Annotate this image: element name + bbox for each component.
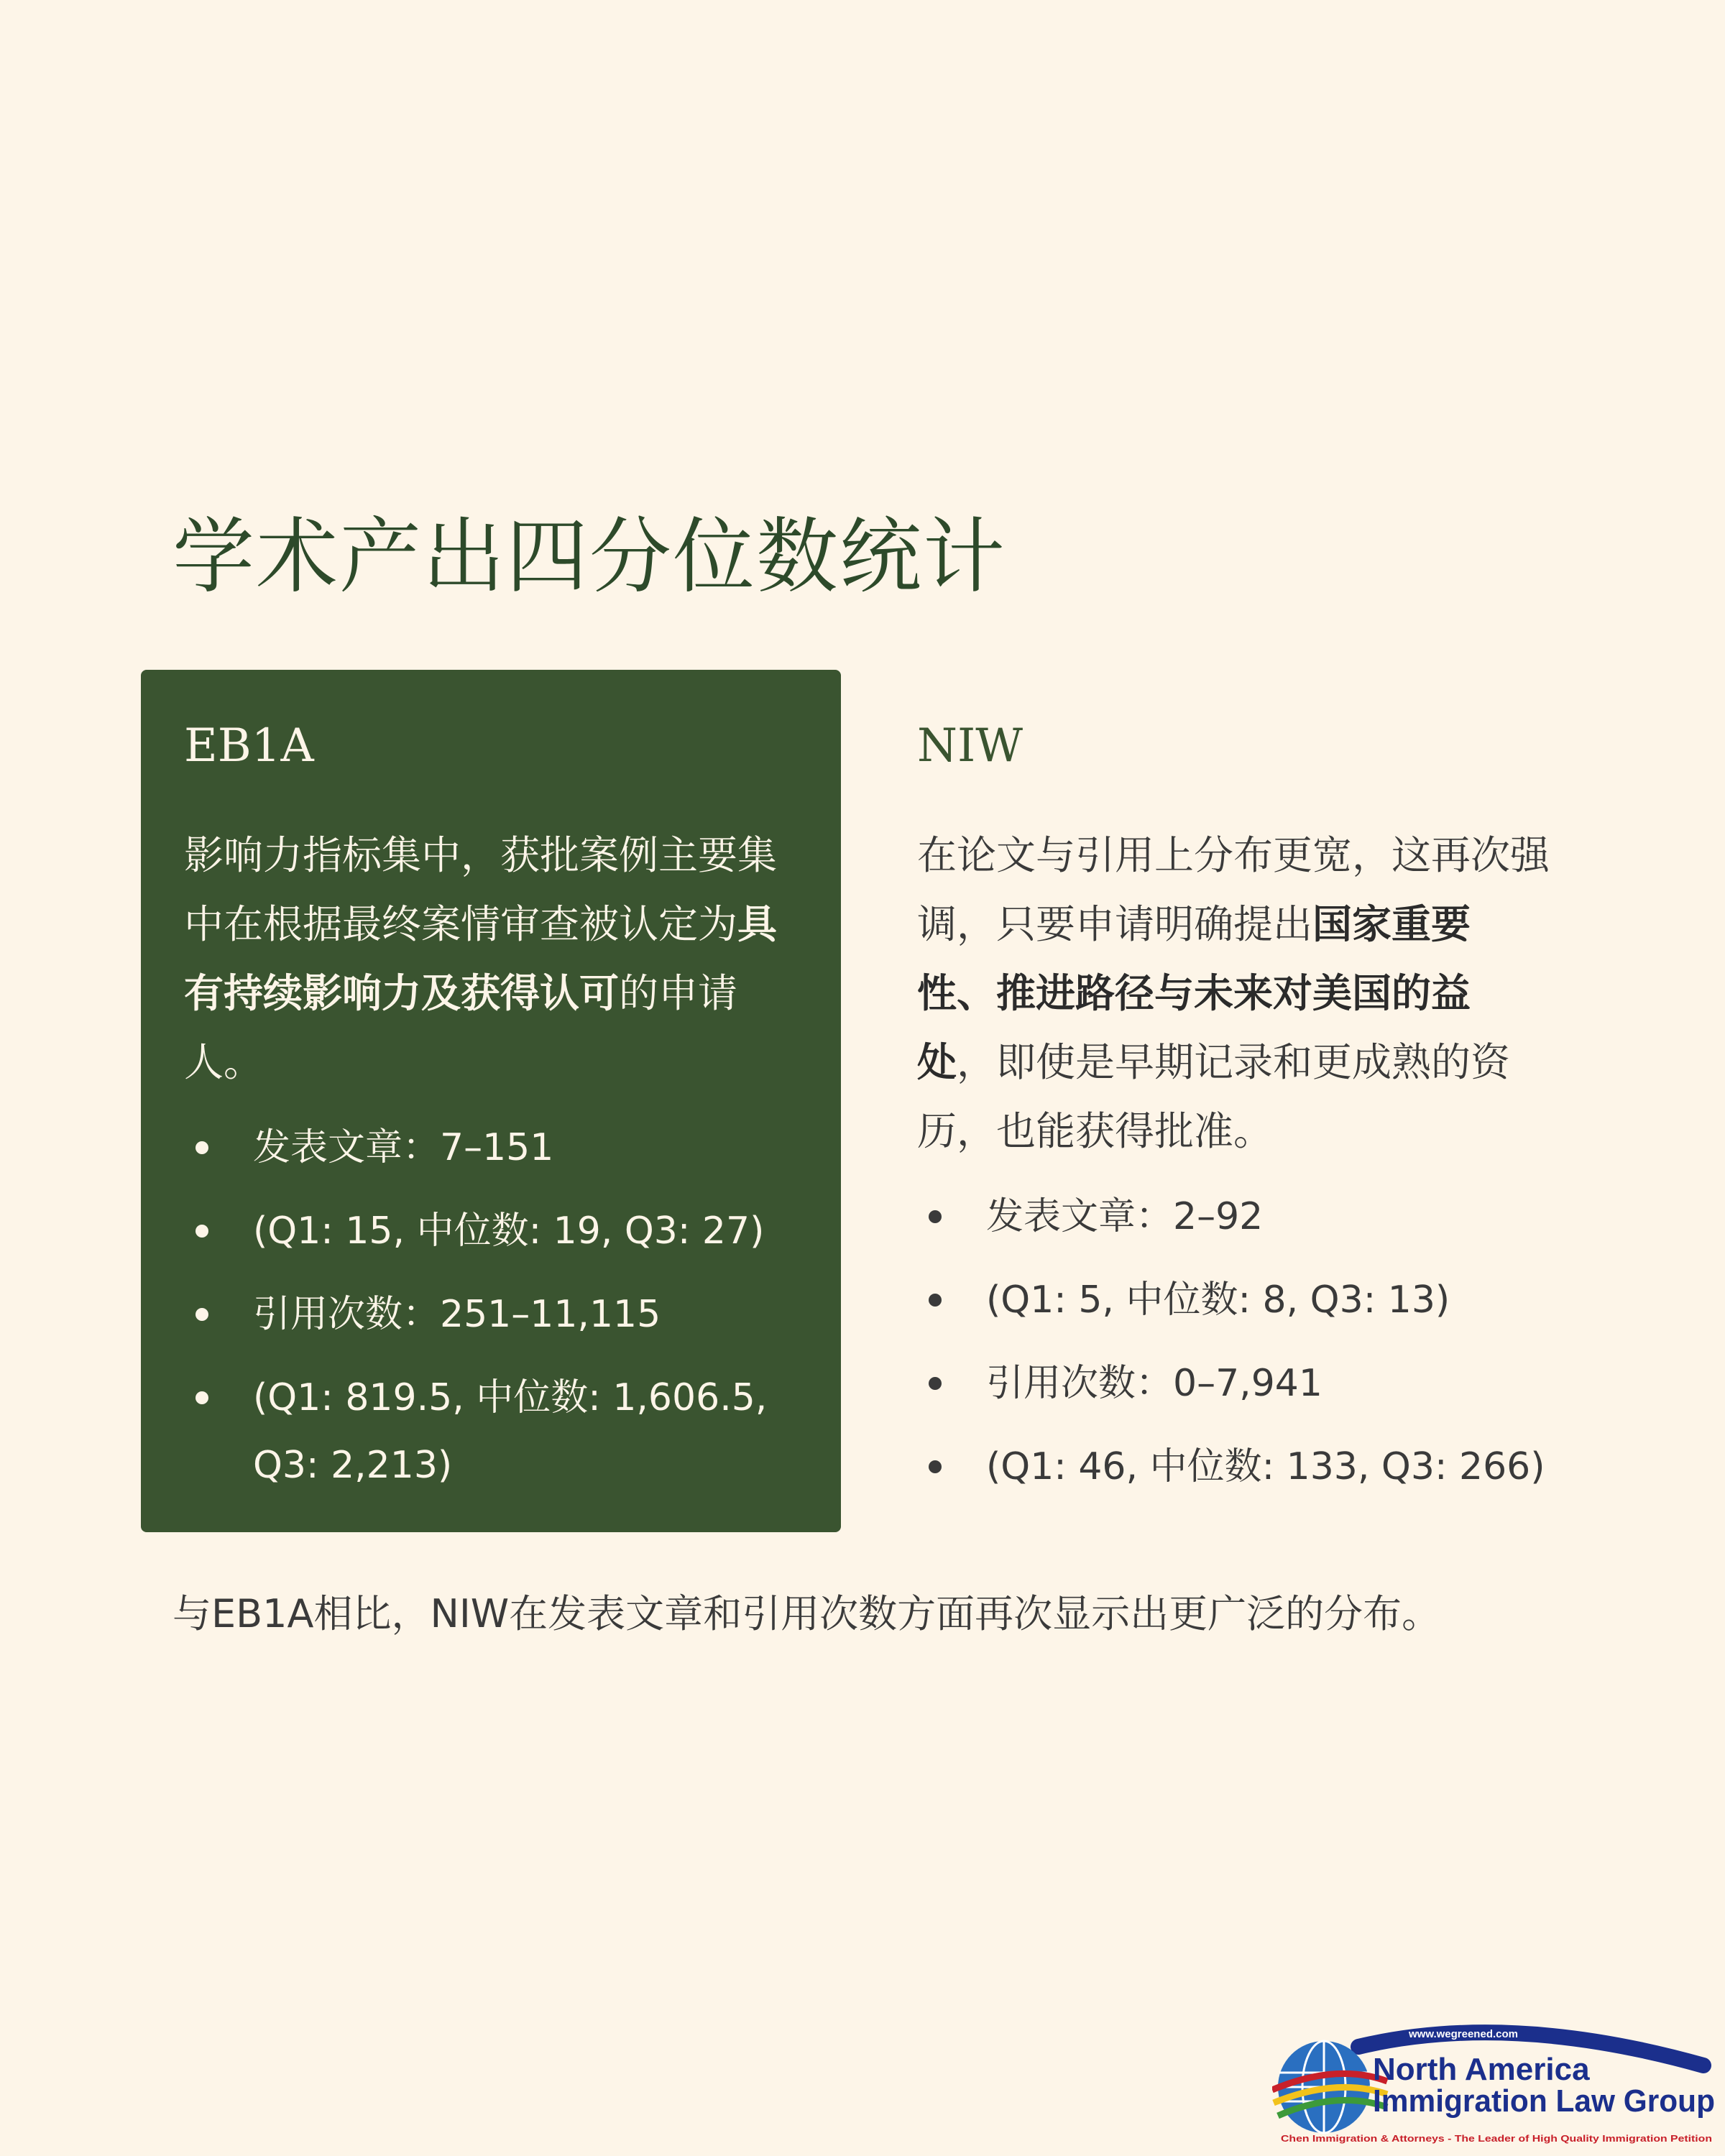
niw-description-highlight: 国家重要性、推进路径与未来对美国的益处 [917,901,1471,1085]
niw-description-tail: ，即使是早期记录和更成熟的资历，也能获得批准。 [917,1039,1511,1154]
eb1a-description-tail: 的申请人。 [184,970,738,1085]
bullet-dot-icon [196,1225,208,1238]
law-group-logo [1272,2015,1718,2147]
eb1a-description-text: 影响力指标集中，获批案例主要集中在根据最终案情审查被认定为 [184,832,778,947]
eb1a-stat-item [184,1281,798,1348]
logo-tagline: Chen Immigration & Attorneys - The Leader of High Quality Immigration Petition [1281,2134,1712,2144]
eb1a-stat-item [184,1364,798,1499]
summary-text: 与EB1A相比，NIW在发表文章和引用次数方面再次显示出更广泛的分布。 [172,1591,1441,1636]
eb1a-publications-quartiles: (Q1: 15, 中位数: 19, Q3: 27) [253,1210,765,1253]
niw-stats-list [917,1183,1550,1501]
niw-citations-range: 引用次数：0–7,941 [986,1362,1322,1405]
logo-line1: North America [1373,2052,1590,2087]
niw-stat-item [917,1350,1550,1417]
eb1a-description-highlight: 具有持续影响力及获得认可 [184,901,778,1016]
niw-citations-quartiles: (Q1: 46, 中位数: 133, Q3: 266) [986,1445,1545,1488]
niw-column [917,670,1550,1516]
bullet-dot-icon [196,1308,208,1321]
bullet-dot-icon [196,1391,208,1404]
niw-publications-quartiles: (Q1: 5, 中位数: 8, Q3: 13) [986,1279,1450,1322]
bullet-dot-icon [196,1141,208,1154]
eb1a-stats-list [184,1114,798,1499]
page-title: 学术产出四分位数统计 [172,509,1007,604]
globe-icon [1272,2041,1387,2133]
niw-description-text: 在论文与引用上分布更宽，这再次强调，只要申请明确提出 [917,832,1550,947]
eb1a-citations-range: 引用次数：251–11,115 [253,1293,661,1336]
niw-stat-item [917,1183,1550,1250]
eb1a-heading: EB1A [184,719,314,773]
bullet-dot-icon [929,1377,942,1390]
eb1a-citations-quartiles: (Q1: 819.5, 中位数: 1,606.5, Q3: 2,213) [253,1376,768,1487]
eb1a-stat-item [184,1197,798,1265]
eb1a-description [184,821,798,1097]
niw-description [917,821,1550,1166]
niw-heading: NIW [917,719,1024,773]
bullet-dot-icon [929,1460,942,1473]
eb1a-card [141,670,841,1532]
eb1a-stat-item [184,1114,798,1181]
logo-line2: Immigration Law Group [1373,2083,1715,2119]
bullet-dot-icon [929,1294,942,1307]
niw-stat-item [917,1266,1550,1334]
niw-stat-item [917,1433,1550,1501]
niw-publications-range: 发表文章：2–92 [986,1195,1264,1238]
eb1a-publications-range: 发表文章：7–151 [253,1126,554,1169]
bullet-dot-icon [929,1210,942,1223]
logo-url-text: www.wegreened.com [1409,2028,1518,2040]
